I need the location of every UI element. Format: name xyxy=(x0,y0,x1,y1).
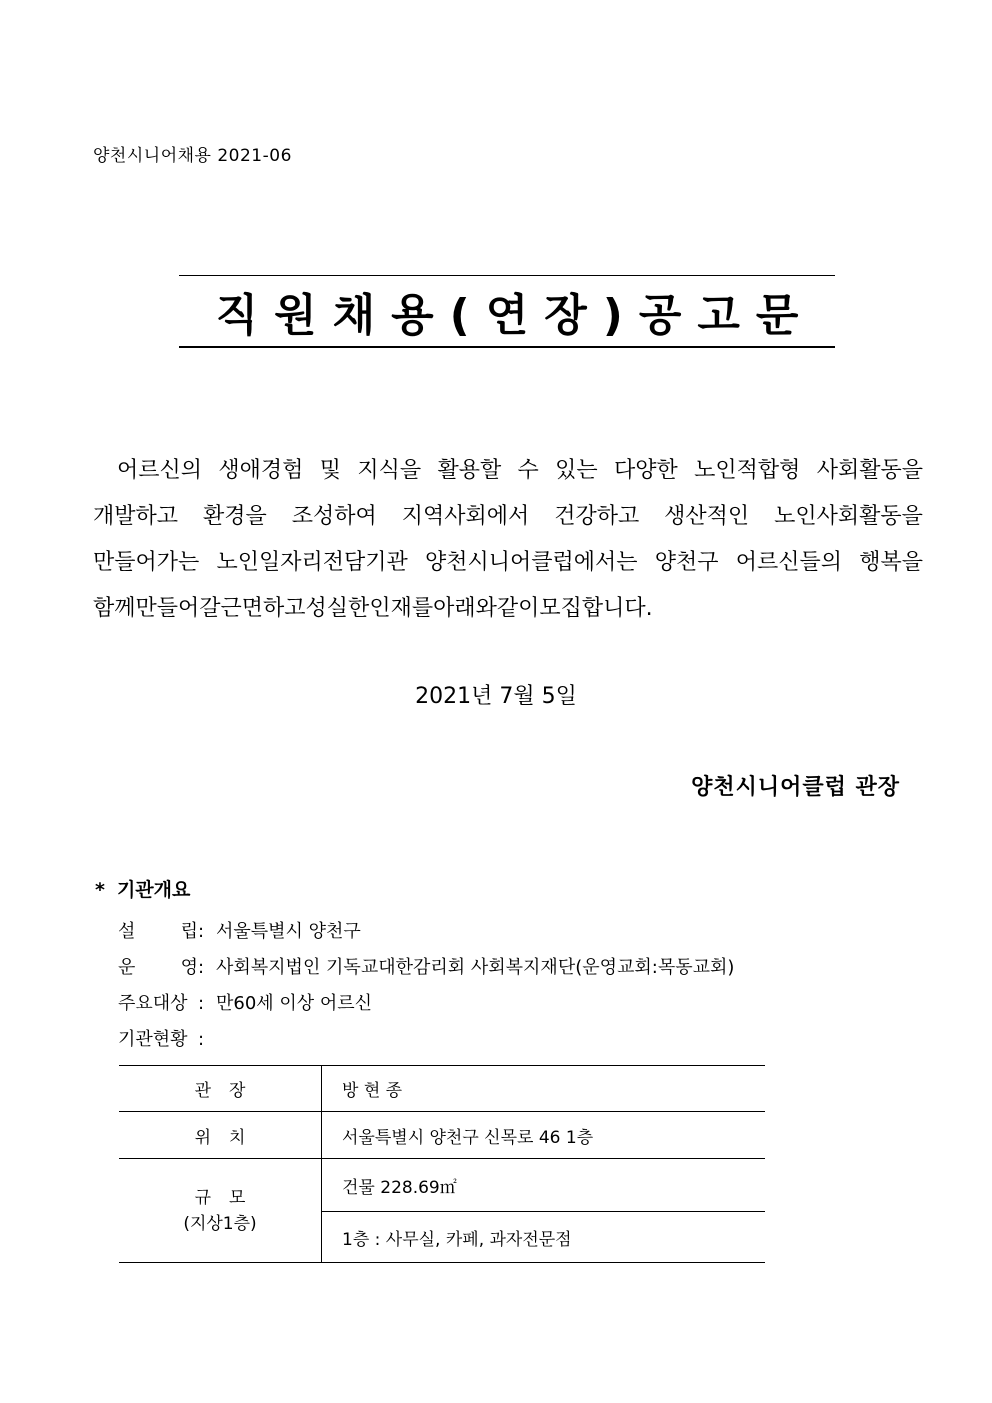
intro-word: 어르신의 xyxy=(117,458,203,483)
label-char: 영 xyxy=(180,957,198,978)
scale-label: 규모 xyxy=(194,1187,264,1208)
intro-line xyxy=(93,540,923,586)
intro-word: 인재를 xyxy=(369,596,434,621)
intro-word: 만들어갈 xyxy=(135,596,221,621)
intro-word: 지역사회에서 xyxy=(401,504,530,529)
intro-word: 사회활동을 xyxy=(816,458,923,483)
intro-word: 생애경험 xyxy=(218,458,304,483)
document-number: 양천시니어채용 2021-06 xyxy=(93,146,292,166)
intro-word: 행복을 xyxy=(859,550,923,575)
info-row-founded: 설 립 : 서울특별시 양천구 xyxy=(118,917,361,943)
announcement-date: 2021년 7월 5일 xyxy=(415,684,577,709)
intro-word: 지식을 xyxy=(357,458,422,483)
info-value-operator: 사회복지법인 기독교대한감리회 사회복지재단(운영교회:목동교회) xyxy=(216,957,735,978)
intro-line xyxy=(93,586,923,632)
intro-word: 활용할 xyxy=(437,458,502,483)
info-label-status: 기관현황 xyxy=(118,1029,188,1050)
info-label-operator xyxy=(118,953,198,979)
table-row xyxy=(119,1066,765,1112)
info-row-target: 주요대상 : 만60세 이상 어르신 xyxy=(118,989,372,1015)
intro-word: 개발하고 xyxy=(93,504,179,529)
intro-word: 어르신들의 xyxy=(735,550,842,575)
intro-line xyxy=(93,494,923,540)
info-row-operator: 운 영 : 사회복지법인 기독교대한감리회 사회복지재단(운영교회:목동교회) xyxy=(118,953,734,979)
intro-word: 만들어가는 xyxy=(93,550,200,575)
intro-paragraph xyxy=(93,448,923,632)
row-value-location: 서울특별시 양천구 신목로 46 1층 xyxy=(322,1112,766,1159)
intro-word: 양천시니어클럽에서는 xyxy=(424,550,638,575)
intro-word: 함께 xyxy=(93,596,136,621)
intro-word: 생산적인 xyxy=(664,504,750,529)
intro-word: 노인사회활동을 xyxy=(774,504,923,529)
intro-word: 양천구 xyxy=(654,550,719,575)
row-value-building-area: 건물 228.69㎡ xyxy=(322,1159,766,1212)
intro-word: 다양한 xyxy=(614,458,678,483)
intro-word: 건강하고 xyxy=(554,504,640,529)
facility-table xyxy=(119,1065,765,1263)
intro-word: 조성하여 xyxy=(291,504,377,529)
scale-sublabel: (지상1층) xyxy=(183,1213,257,1234)
row-label-director: 관장 xyxy=(119,1066,322,1112)
info-value-founded: 서울특별시 양천구 xyxy=(216,921,361,942)
intro-word: 및 xyxy=(319,458,341,483)
info-label-founded xyxy=(118,917,198,943)
row-label-location: 위치 xyxy=(119,1112,322,1159)
intro-line xyxy=(93,448,923,494)
info-label-target: 주요대상 xyxy=(118,993,188,1014)
intro-word: 노인적합형 xyxy=(694,458,801,483)
title-box xyxy=(179,275,835,348)
row-value-director: 방 현 종 xyxy=(322,1066,766,1112)
intro-word: 모집합니다. xyxy=(539,596,653,621)
intro-word: 수 xyxy=(517,458,539,483)
page-title: 직원채용(연장)공고문 xyxy=(215,290,815,341)
intro-word: 노인일자리전담기관 xyxy=(216,550,408,575)
overview-heading xyxy=(95,875,190,902)
bullet-star: * xyxy=(95,879,105,901)
label-char: 운 xyxy=(118,957,136,978)
label-char: 설 xyxy=(118,921,136,942)
intro-word: 환경을 xyxy=(202,504,267,529)
intro-word: 같이 xyxy=(496,596,540,621)
intro-word: 아래와 xyxy=(433,596,497,621)
signer: 양천시니어클럽 관장 xyxy=(691,775,900,800)
row-value-floor-usage: 1층 : 사무실, 카페, 과자전문점 xyxy=(322,1212,766,1263)
table-row xyxy=(119,1159,765,1212)
table-row xyxy=(119,1112,765,1159)
overview-heading-text: 기관개요 xyxy=(116,879,191,901)
intro-word: 성실한 xyxy=(305,596,370,621)
intro-word: 있는 xyxy=(555,458,598,483)
info-row-status: 기관현황 : xyxy=(118,1025,216,1051)
info-value-target: 만60세 이상 어르신 xyxy=(216,993,373,1014)
label-char: 립 xyxy=(180,921,198,942)
intro-word: 근면하고 xyxy=(220,596,306,621)
row-label-scale xyxy=(119,1159,322,1263)
